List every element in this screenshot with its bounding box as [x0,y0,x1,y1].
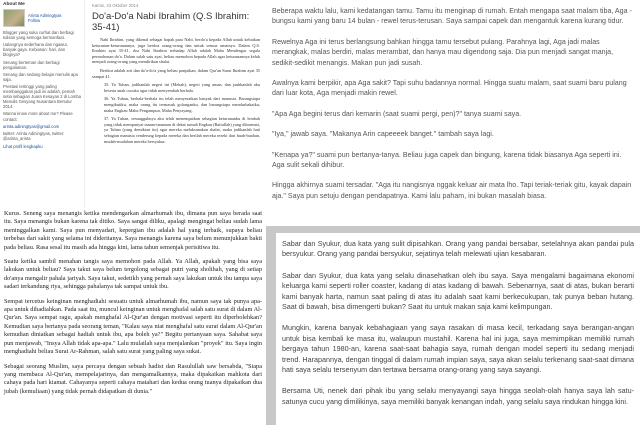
story-paragraph: Rewelnya Aga ini terus berlangsung bahkan hingga tamu tersebut pulang. Parahnya lagi, Aga jadi malas merangkak, malas berdiri, malas merambat, dan hanya mau digendong saja. Dia pun menjadi sangat manja, sedikit-sedikit menangis. Makan pun jadi susah. [272,37,614,67]
story-panel-bottom-right [276,233,640,425]
about-me-heading: About Me [3,2,25,7]
story-panel-left [0,208,266,425]
bio-line: Wanna know more about me? Please contact: [3,111,73,122]
article-verse: 36. Ya Tuhan, berhala-berhala itu telah menyesatkan banyak dari manusia. Barangsiapa mengikutiku, maka orang itu termasuk golonganku, dan barangsiapa mendurhakaiku, maka Engkau Maha Pengampun, Maha Penyayang. [104,96,260,113]
email-link[interactable]: arinta.adiningtyas@gmail.com [3,123,60,129]
story-paragraph: Beberapa waktu lalu, kami kedatangan tamu. Tamu itu menginap di rumah. Entah mengapa saat malam tiba, Aga - bungsu kami yang baru 14 bulan - rewel terus-terusan. Saya sampai capek dan mengantuk karena kurang tidur. [272,7,632,26]
post-title[interactable]: Do'a-Do'a Nabi Ibrahim (Q.S Ibrahim: 35-41) [92,11,250,33]
bio-line: Senang berteman dan berbagi pengalaman. [3,59,60,70]
story-paragraph: Awalnya kami berpikir, apa Aga sakit? Tapi suhu badannya normal. Hingga suatu malam, saat suami baru pulang dari luar kota, Aga menjadi makin rewel. [272,79,627,98]
bio-line: Blogger yang suka curhat dan berbagi tulisan yang semoga bermanfaat. [3,30,74,41]
bio-line: Prestasi tertinggi yang paling membanggakan jadi ini adalah, pemah setia sebagian Juara Kesayan 2 di Lomba Menulis Gesyang Nusantara Bertutur 2014. [3,83,81,110]
story-paragraph: "Apa Aga begini terus dari kemarin (saat suami pergi, pen)?" tanya suami saya. [272,109,522,118]
profile-block [3,9,81,27]
story-panel-top-right [266,0,640,226]
story-paragraph: Sebagai seorang Muslim, saya percaya dengan sebuah hadist dan Rasulullah saw bersabda, "Siapa yang membaca Al-Qur'an, mempelajarinya, dan mengamalkannya, maka dipakaikan mahkota dari cahaya pada hari kiamat. Cahayanya seperti cahaya matahari dan kedua orang tuanya dipakaikan dua jubah (kemuliaan) yang tidak pernah didapatkan di dunia." [4,362,262,395]
story-paragraph: Mungkin, karena banyak kebahagiaan yang saya rasakan di masa kecil, terkadang saya berangan-angan untuk bisa kembali ke masa itu, walaupun mustahil. Karena hal ini juga, saya memimpikan memiliki rumah bergaya tahun 1980-an, karena saat-saat bahagia saya, rumah dengan model seperti itu sedang menjadi trend. Harapannya, dengan tinggal di dalam rumah impian saya, saya akan selalu terkenang saat-saat dimana hati saya selalu tersenyum dan tertawa bersama orang-orang yang saya sayangi. [282,323,634,375]
blog-sidebar [0,0,85,226]
article-paragraph: Berikut adalah arti dan do'a-do'a yang beliau panjatkan, dalam Qur'an Surat Ibrahim ayat 35 sampai 41. [92,67,260,79]
blog-post-screenshot [0,0,266,226]
story-paragraph: "Kenapa ya?" suami pun bertanya-tanya. Beliau juga capek dan bingung, karena tidak biasanya Aga seperti ini. Aga sulit sekali dihibur. [272,150,622,170]
article-paragraph: Nabi Ibrahim, yang dikenal sebagai bapak para Nabi, berdo'a kepada Allah untuk kebaikan keturunan-keturunannya, juga berdoa orang-orang dan untuk semua umatnya. Dalam Q.S. Ibrahim ayat 35-41, doa Nabi Ibrahim terhadap Allah adalah Maha Mendengar segala permohonan do'a. Dalam salah satu ayat, beliau memohon kepada Allah agar keturunannya kelak menjadi orang-orang yang mendirikan shalat. [92,37,260,65]
story-paragraph: Kurus. Seneng saya menangis ketika mendengarkan almarhumah ibu, dimana pun saya berada saat itu. Saya menangis bukan karena tak ditiko. Saya sangat diliku, apalagi mengingat beliau sudah lama meninggalkan kami. Saya pun menyadari, kepergian ibu adalah hal yang terbaik, supaya beliau terbebas dari sakit yang selama ini dideritanya. Saya menangis karena saya belum menunjukkan bakti pada beliau. Rasa sesal itu masih ada hingga kini, lama tahun semenjak perisitiwa itu. [4,210,262,251]
story-paragraph: Bersama Uti, nenek dari pihak ibu yang selalu menyayangi saya hingga seolah-olah hanya saya lah satu-satunya cucu yang dimilikinya, saya memiliki banyak kenangan indah, yang selalu saya rindukan hingga kini. [282,386,634,406]
story-paragraph: Suatu ketika sambil menahan tangis saya memohon pada Allah. Ya Allah, apakah yang bisa saya lakukan untuk beliau? Saya takut saya belum tergolong sebagai putri yang sholihah, yang di setiap do'anya mengalir pahala jariyah. Saya takut, sedetikh yang pernah saya lakukan untuk ibu tampa saya sadari terkandung riya, sehingga pahalanya tak sampai untuk ibu. [4,258,262,291]
avatar[interactable] [3,9,25,27]
story-paragraph: Hingga akhirnya suami tersadar. "Aga itu nangisnya nggak keluar air mata lho. Tapi teriak-teriak gitu, kayak dapain aja." Saya pun setuju dengan pendapatnya. Kami lalu paham, ini bukan masalah biasa. [272,181,632,200]
story-paragraph: Sabar dan Syukur, dua kata yang selalu dinasehatkan oleh ibu saya. Saya mengalami bagaimana ekonomi keluarga kami seperti roller coaster, kadang di atas kadang di bawah. Sebenarnya, saat di atas, bukan berarti kami banyak harta, namun saat paling di atas itu adalah saat kami berkecukupan, tak punya beban hutang. Saat di bawah, bisa dimengerti bukan? Saat itu untuk makan saja kami kelimpungan. [282,270,634,312]
story-paragraph: Sempat tercetus keinginan menghadiahi sesuatu untuk almarhumah ibu, namun saya tak punya apa-apa untuk dihadiahkan. Pada saat itu, muncul keinginan untuk menghafal salah satu surat di dalam Al-Qur'an. Saya sempat ragu, apakah menghafal Al-Qur'an dengan motivasi seperti itu diperbolehkan? Kemudian saya bertanya pada seorang teman, "Kalau saya niat menghafal satu surat dalam Al-Qur'an kemudian diniatkan sebagai hadiah untuk ibu, apa boleh ya?" Begitu pertanyaan saya. Sahabat saya pun menjawab, "Insya Allah tidak apa-apa." Lalu mulailah saya menjalankan "proyek" itu. Saya ingin menghadiahi beliau Surat Ar-Rahman, salah satu surat yang paling saya sukai. [4,297,262,356]
article-verse: 35. Ya Tuhan, jadikanlah negeri ini (Mekah), negeri yang aman, dan jauhkanlah aku beserta anak cucuku agar tidak menyembah berhala. [104,82,260,93]
story-paragraph: "Iya," jawab saya. "Makanya Arin capeeeek banget." tambah saya lagi. [272,130,494,139]
view-profile-link[interactable]: Lihat profil lengkapku [3,143,43,149]
post-date: Kamis, 23 Oktober 2014 [92,3,139,8]
profile-name-link[interactable]: Arinta Adiningtyas [28,13,62,18]
twitter-handle[interactable]: twitter: Arinta Adiningtyas, twitter: @arinta_arinta [3,130,65,141]
story-paragraph: Sabar dan Syukur, dua kata yang sulit dipisahkan. Orang yang pandai bersabar, setelahnya akan pandai pula bersyukur. Orang yang pandai bersyukur, sejatinya telah melewati ujian kesabaran. [282,239,634,259]
bio-line: Senang dan sedang belajar menulis apa saja. [3,71,78,82]
follow-link[interactable]: Follow [28,18,41,24]
blog-article [88,0,264,226]
bio-line: Ualangnya sederhana dan ngawur, banyak gaya. Kebiasan: hari, dan blognya? [3,42,68,58]
article-verse: 37. Ya Tuhan, sesungguhnya aku telah menempatkan sebagian keturunanku di lembah yang tidak mempunyai tanam-tanaman di dekat rumah Engkau (Baitullah) yang dihormati, ya Tuhan (yang demikian itu) agar mereka melaksanakan shalat, maka jadikanlah hati sebagian manusia cenderung kepada mereka dan berilah mereka rezeki dari buah-buahan, mudah-mudahan mereka bersyukur. [104,116,260,144]
